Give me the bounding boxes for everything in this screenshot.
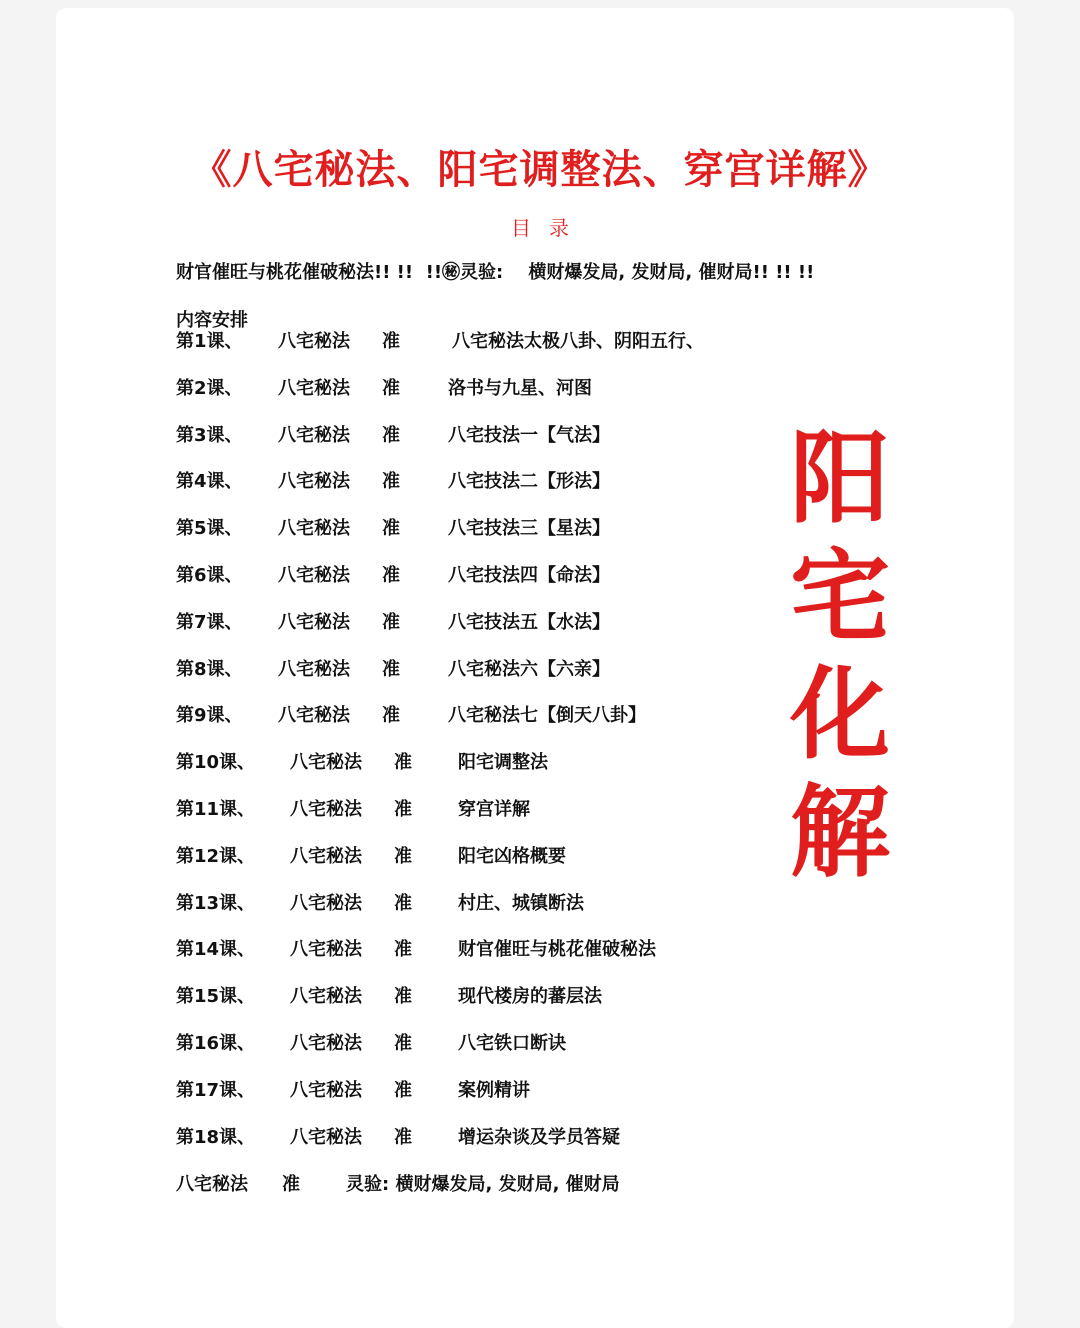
lesson-mark: 准 — [382, 377, 400, 399]
lesson-mark: 准 — [394, 798, 412, 820]
lesson-number: 第10课、 — [176, 752, 256, 774]
lesson-subject: 八宅秘法 — [278, 705, 350, 727]
lesson-topic: 阳宅凶格概要 — [458, 845, 566, 867]
lesson-topic: 八宅技法二【形法】 — [448, 471, 610, 493]
lesson-number: 第3课、 — [176, 424, 243, 446]
lesson-subject: 八宅秘法 — [278, 471, 350, 493]
lesson-number: 第1课、 — [176, 331, 243, 352]
lesson-subject: 八宅秘法 — [278, 658, 350, 680]
lesson-mark: 准 — [394, 986, 412, 1008]
red-vertical-caption — [782, 420, 898, 892]
lesson-number: 第9课、 — [176, 705, 243, 727]
lesson-mark: 准 — [382, 471, 400, 493]
lesson-number: 第2课、 — [176, 377, 243, 399]
lesson-mark: 准 — [382, 518, 400, 540]
lesson-mark: 准 — [394, 1032, 412, 1054]
lesson-mark: 准 — [382, 611, 400, 633]
lesson-mark: 准 — [382, 331, 400, 352]
lesson-subject: 八宅秘法 — [278, 518, 350, 540]
lesson-number: 第5课、 — [176, 518, 243, 540]
lesson-number: 第14课、 — [176, 939, 256, 961]
lesson-topic: 八宅秘法太极八卦、阴阳五行、 — [452, 331, 704, 352]
lesson-mark: 准 — [394, 1079, 412, 1101]
lesson-subject: 八宅秘法 — [290, 1032, 362, 1054]
lesson-mark: 准 — [382, 424, 400, 446]
lesson-subject: 八宅秘法 — [290, 1126, 362, 1148]
toc-heading: 目录 — [511, 216, 587, 240]
lesson-number: 第6课、 — [176, 564, 243, 586]
lesson-number: 第12课、 — [176, 845, 256, 867]
lesson-subject: 八宅秘法 — [290, 1079, 362, 1101]
lesson-mark: 准 — [394, 1126, 412, 1148]
lesson-topic: 八宅技法三【星法】 — [448, 518, 610, 540]
lesson-topic: 案例精讲 — [458, 1079, 530, 1101]
lesson-subject: 八宅秘法 — [290, 752, 362, 774]
caption-char: 阳 — [790, 420, 890, 537]
footer-text: 灵验: 横财爆发局, 发财局, 催财局 — [346, 1174, 620, 1195]
lesson-number: 第18课、 — [176, 1126, 256, 1148]
lesson-mark: 准 — [382, 564, 400, 586]
lesson-subject: 八宅秘法 — [290, 939, 362, 961]
lesson-number: 第13课、 — [176, 892, 256, 914]
lesson-number: 第4课、 — [176, 471, 243, 493]
lesson-topic: 穿宫详解 — [458, 798, 530, 820]
lesson-number: 第15课、 — [176, 986, 256, 1008]
lesson-subject: 八宅秘法 — [278, 331, 350, 352]
lesson-topic: 增运杂谈及学员答疑 — [458, 1126, 620, 1148]
lesson-topic: 现代楼房的蕃层法 — [458, 986, 602, 1008]
lesson-subject: 八宅秘法 — [290, 798, 362, 820]
lesson-topic: 村庄、城镇断法 — [458, 892, 584, 914]
lesson-number: 第7课、 — [176, 611, 243, 633]
lesson-mark: 准 — [394, 845, 412, 867]
caption-char: 解 — [790, 774, 890, 891]
lesson-number: 第17课、 — [176, 1079, 256, 1101]
lesson-mark: 准 — [394, 752, 412, 774]
lesson-mark: 准 — [394, 939, 412, 961]
lesson-mark: 准 — [382, 705, 400, 727]
footer-mark: 准 — [282, 1174, 300, 1195]
lesson-topic: 财官催旺与桃花催破秘法 — [458, 939, 656, 961]
lesson-number: 第8课、 — [176, 658, 243, 680]
intro-line: 财官催旺与桃花催破秘法!! !! !!㊙灵验: 横财爆发局, 发财局, 催财局!! !! !! — [176, 262, 815, 283]
lesson-mark: 准 — [394, 892, 412, 914]
lesson-topic: 八宅技法一【气法】 — [448, 424, 610, 446]
lesson-topic: 八宅秘法七【倒天八卦】 — [448, 705, 646, 727]
caption-char: 化 — [790, 656, 890, 773]
lesson-subject: 八宅秘法 — [278, 564, 350, 586]
lesson-topic: 八宅技法五【水法】 — [448, 611, 610, 633]
lesson-subject: 八宅秘法 — [290, 845, 362, 867]
lesson-subject: 八宅秘法 — [278, 377, 350, 399]
lesson-topic: 八宅秘法六【六亲】 — [448, 658, 610, 680]
lesson-topic: 八宅技法四【命法】 — [448, 564, 610, 586]
arrangement-label: 内容安排 — [176, 310, 248, 331]
lesson-topic: 八宅铁口断诀 — [458, 1032, 566, 1054]
lesson-topic: 阳宅调整法 — [458, 752, 548, 774]
footer-subject: 八宅秘法 — [176, 1174, 248, 1195]
lesson-topic: 洛书与九星、河图 — [448, 377, 592, 399]
lesson-number: 第16课、 — [176, 1032, 256, 1054]
lesson-subject: 八宅秘法 — [278, 611, 350, 633]
lesson-number: 第11课、 — [176, 798, 256, 820]
document-title: 《八宅秘法、阳宅调整法、穿宫详解》 — [191, 147, 889, 193]
lesson-subject: 八宅秘法 — [278, 424, 350, 446]
lesson-mark: 准 — [382, 658, 400, 680]
lesson-subject: 八宅秘法 — [290, 986, 362, 1008]
caption-char: 宅 — [790, 538, 890, 655]
lesson-subject: 八宅秘法 — [290, 892, 362, 914]
